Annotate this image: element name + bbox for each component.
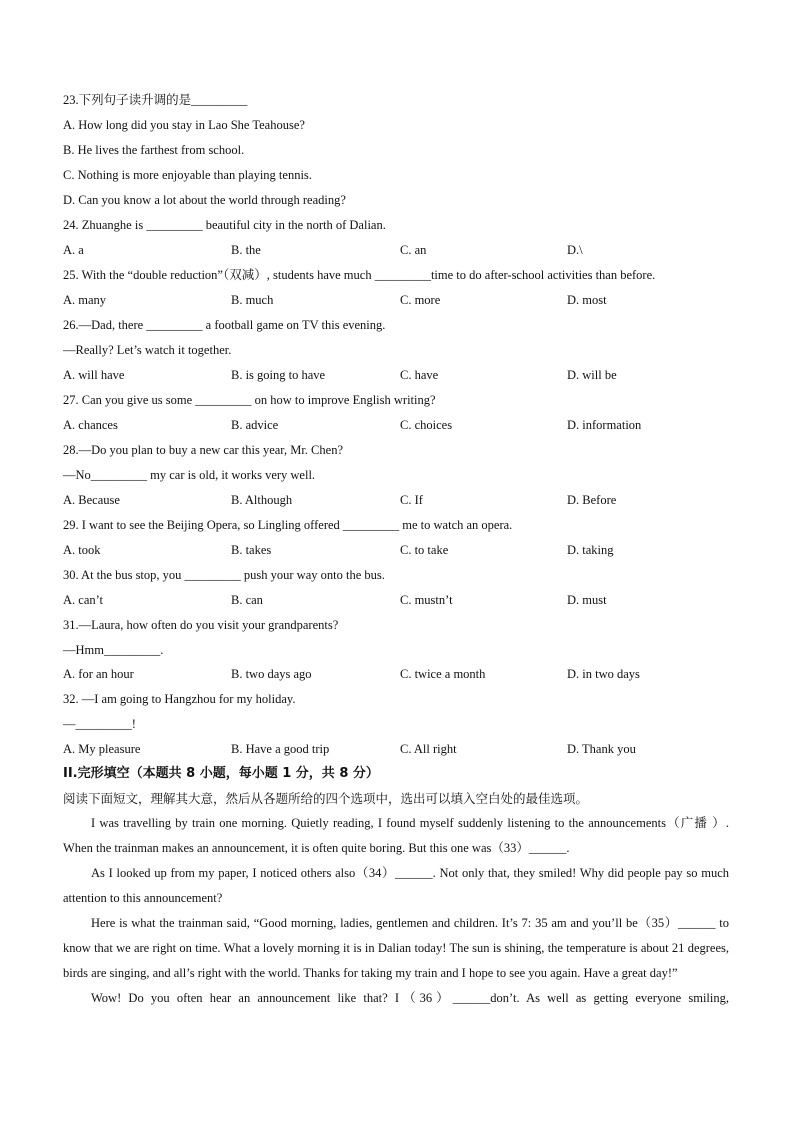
- question-29-options: [63, 542, 743, 558]
- question-27-option-c: C. choices: [400, 418, 453, 432]
- question-24-option-b: B. the: [231, 243, 261, 257]
- question-31-stem: 31.—Laura, how often do you visit your grandparents?: [63, 618, 339, 632]
- question-29-option-d: D. taking: [567, 543, 614, 557]
- question-27-options: [63, 417, 743, 433]
- question-24-stem: 24. Zhuanghe is _________ beautiful city in the north of Dalian.: [63, 218, 386, 232]
- question-27-option-d: D. information: [567, 418, 642, 432]
- question-24-option-a: A. a: [63, 243, 84, 257]
- question-30-option-b: B. can: [231, 593, 263, 607]
- section-2-instruction: 阅读下面短文，理解其大意，然后从各题所给的四个选项中，选出可以填入空白处的最佳选项。: [63, 792, 589, 806]
- question-26-option-c: C. have: [400, 368, 439, 382]
- question-29-stem: 29. I want to see the Beijing Opera, so Lingling offered _________ me to watch an opera.: [63, 518, 513, 532]
- question-32-option-d: D. Thank you: [567, 742, 636, 756]
- question-29-option-c: C. to take: [400, 543, 449, 557]
- question-29-option-b: B. takes: [231, 543, 272, 557]
- question-31-option-b: B. two days ago: [231, 667, 312, 681]
- question-26-option-d: D. will be: [567, 368, 617, 382]
- question-23-option-d: D. Can you know a lot about the world through reading?: [63, 193, 346, 207]
- question-28-option-d: D. Before: [567, 493, 617, 507]
- question-27-option-b: B. advice: [231, 418, 279, 432]
- question-32-stem: 32. —I am going to Hangzhou for my holiday.: [63, 692, 296, 706]
- question-26-option-a: A. will have: [63, 368, 125, 382]
- question-23-option-b: B. He lives the farthest from school.: [63, 143, 245, 157]
- cloze-paragraph-4: Wow! Do you often hear an announcement like that? I（36）______don’t. As well as getting everyone smiling,: [91, 991, 729, 1005]
- cloze-paragraph-1: I was travelling by train one morning. Quietly reading, I found myself suddenly listening to the announcements（广播 ）. When the trainman makes an announcement, it is often quite boring. But this one was（33）______.: [63, 816, 729, 855]
- question-30-option-d: D. must: [567, 593, 607, 607]
- cloze-passage: [63, 811, 729, 1011]
- question-31-options: [63, 666, 743, 682]
- cloze-paragraph-2: As I looked up from my paper, I noticed others also（34）______. Not only that, they smiled! Why did people pay so much attention to this announcement?: [63, 866, 729, 905]
- question-26-dialogue: —Really? Let’s watch it together.: [63, 343, 232, 357]
- question-23-stem: 23.下列句子读升调的是_________: [63, 93, 248, 107]
- question-31-option-d: D. in two days: [567, 667, 640, 681]
- question-25-option-a: A. many: [63, 293, 107, 307]
- question-30-stem: 30. At the bus stop, you _________ push your way onto the bus.: [63, 568, 385, 582]
- question-31-option-a: A. for an hour: [63, 667, 134, 681]
- question-28-options: [63, 492, 743, 508]
- question-28-option-b: B. Although: [231, 493, 293, 507]
- question-25-options: [63, 292, 743, 308]
- question-32-option-b: B. Have a good trip: [231, 742, 330, 756]
- question-27-option-a: A. chances: [63, 418, 118, 432]
- question-30-options: [63, 592, 743, 608]
- question-24-option-d: D.\: [567, 243, 583, 257]
- question-31-dialogue: —Hmm_________.: [63, 643, 164, 657]
- question-28-option-c: C. If: [400, 493, 423, 507]
- question-30-option-a: A. can’t: [63, 593, 104, 607]
- question-32-option-a: A. My pleasure: [63, 742, 141, 756]
- question-32-options: [63, 741, 743, 757]
- question-31-option-c: C. twice a month: [400, 667, 486, 681]
- question-25-option-c: C. more: [400, 293, 441, 307]
- question-26-options: [63, 367, 743, 383]
- question-28-option-a: A. Because: [63, 493, 120, 507]
- question-23-option-a: A. How long did you stay in Lao She Teahouse?: [63, 118, 305, 132]
- question-24-option-c: C. an: [400, 243, 427, 257]
- question-28-dialogue: —No_________ my car is old, it works very well.: [63, 468, 316, 482]
- question-23-option-c: C. Nothing is more enjoyable than playing tennis.: [63, 168, 312, 182]
- question-28-stem: 28.—Do you plan to buy a new car this year, Mr. Chen?: [63, 443, 343, 457]
- question-32-dialogue: —_________!: [63, 717, 136, 731]
- question-25-option-b: B. much: [231, 293, 274, 307]
- question-29-option-a: A. took: [63, 543, 101, 557]
- question-27-stem: 27. Can you give us some _________ on how to improve English writing?: [63, 393, 436, 407]
- section-2-title: II.完形填空（本题共 8 小题，每小题 1 分，共 8 分）: [63, 766, 379, 781]
- question-30-option-c: C. mustn’t: [400, 593, 453, 607]
- question-32-option-c: C. All right: [400, 742, 457, 756]
- question-25-stem: 25. With the “double reduction”（双减）, students have much _________time to do after-school activities than before.: [63, 268, 656, 282]
- question-24-options: [63, 242, 743, 258]
- question-25-option-d: D. most: [567, 293, 607, 307]
- question-26-option-b: B. is going to have: [231, 368, 326, 382]
- cloze-paragraph-3: Here is what the trainman said, “Good morning, ladies, gentlemen and children. It’s 7: 35 am and you’ll be（35）______ to know that we are right on time. What a lovely morning it is in Dalian today! The sun is shining, the temperature is about 21 degrees, birds are singing, and all’s right with the world. Thanks for taking my train and I hope to see you again. Have a great day!”: [63, 916, 729, 980]
- question-26-stem: 26.—Dad, there _________ a football game on TV this evening.: [63, 318, 386, 332]
